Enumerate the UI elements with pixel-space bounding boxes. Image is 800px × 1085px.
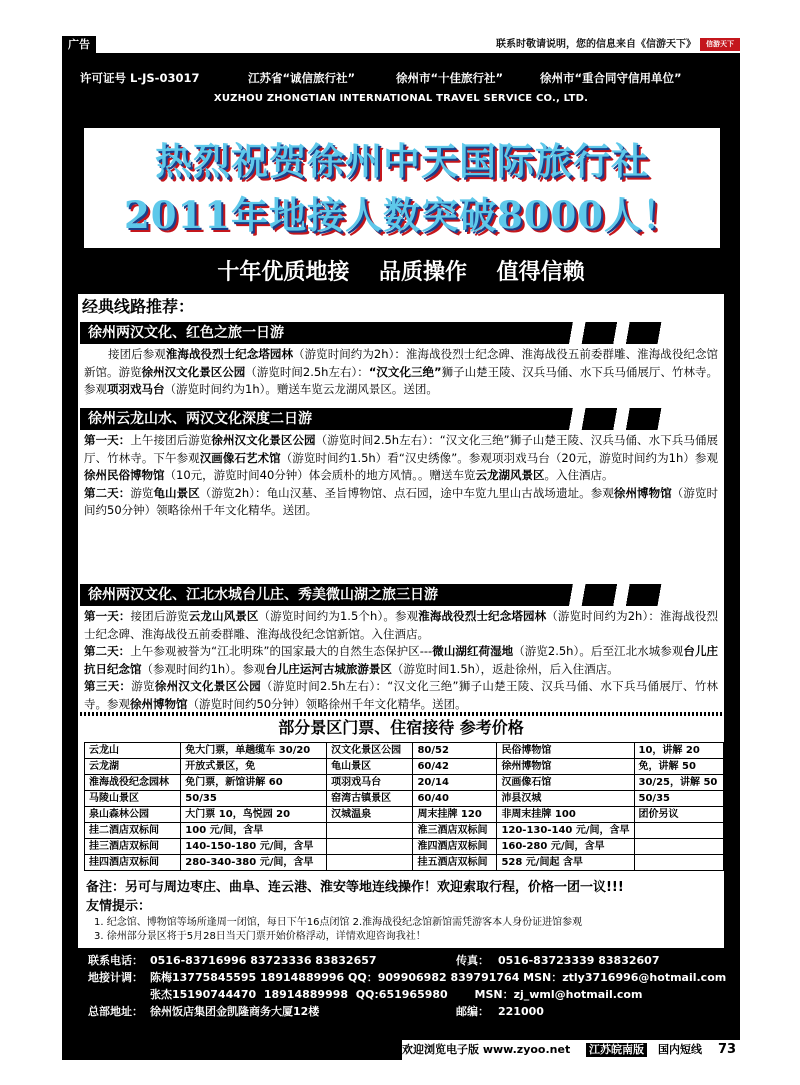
banner-line-1: 热烈祝贺徐州中天国际旅行社 bbox=[155, 139, 649, 183]
price-cell: 泉山森林公园 bbox=[85, 807, 181, 823]
phone-line: 联系电话： 0516-83716996 83723336 83832657 传真： 0516-83723339 83832607 bbox=[88, 954, 660, 967]
route-title-2: 徐州云龙山水、两汉文化深度二日游 bbox=[80, 408, 708, 430]
price-cell: 20/14 bbox=[413, 775, 497, 791]
price-cell: 80/52 bbox=[413, 743, 497, 759]
source-note: 联系时敬请说明，您的信息来自《信游天下》 bbox=[496, 39, 696, 50]
price-cell: 沛县汉城 bbox=[497, 791, 634, 807]
price-cell: 项羽戏马台 bbox=[327, 775, 413, 791]
page-number: 73 bbox=[718, 1042, 737, 1057]
honor-2: 徐州市“十佳旅行社” bbox=[396, 71, 504, 85]
honor-1: 江苏省“诚信旅行社” bbox=[248, 71, 356, 85]
price-cell: 160-280 元/间，含早 bbox=[497, 839, 634, 855]
price-row bbox=[85, 855, 724, 871]
price-cell: 免大门票，单趟缆车 30/20 bbox=[181, 743, 327, 759]
price-cell bbox=[327, 823, 413, 839]
price-cell: 10，讲解 20 bbox=[634, 743, 724, 759]
price-cell: 免门票，新馆讲解 60 bbox=[181, 775, 327, 791]
price-cell: 淮三酒店双标间 bbox=[413, 823, 497, 839]
price-cell bbox=[634, 839, 724, 855]
price-cell bbox=[634, 823, 724, 839]
price-cell: 60/42 bbox=[413, 759, 497, 775]
price-cell: 周末挂牌 120 bbox=[413, 807, 497, 823]
price-section bbox=[78, 716, 724, 876]
tips-title: 友情提示： bbox=[86, 899, 152, 914]
tip-1: 1. 纪念馆、博物馆等场所逢周一闭馆，每日下午16点闭馆 2.淮海战役纪念馆新馆需凭游客本人身份证进馆参观 bbox=[94, 917, 583, 928]
congrats-banner bbox=[84, 128, 720, 248]
price-cell: 云龙湖 bbox=[85, 759, 181, 775]
price-cell: 淮四酒店双标间 bbox=[413, 839, 497, 855]
planner-line-2: 张杰15190744470 18914889998 QQ:651965980 MSN：zj_wml@hotmail.com bbox=[150, 988, 643, 1001]
price-cell: 汉画像石馆 bbox=[497, 775, 634, 791]
price-row bbox=[85, 839, 724, 855]
price-cell: 开放式景区，免 bbox=[181, 759, 327, 775]
price-cell: 挂二酒店双标间 bbox=[85, 823, 181, 839]
price-cell: 大门票 10，鸟悦园 20 bbox=[181, 807, 327, 823]
route-2-text: 第一天：上午接团后游览徐州汉文化景区公园（游览时间2.5h左右）：“汉文化三绝”狮子山楚王陵、汉兵马俑、水下兵马俑展厅、竹林寺。下午参观汉画像石艺术馆（游览时间约1.5h）看“汉史绣像”。参观项羽戏马台（20元，游览时间约为1h）参观徐州民俗博物馆（10元，游览时间40分钟）体会质朴的地方风情。。赠送车览云龙湖风景区。入住酒店。 第二天：游览龟山景区（游览2h）：龟山汉墓、圣旨博物馆、点石园，途中车览九里山古战场遗址。参观徐州博物馆（游览时间约50分钟）领略徐州千年文化精华。送团。 bbox=[84, 433, 719, 518]
price-cell: 挂五酒店双标间 bbox=[413, 855, 497, 871]
price-cell: 淮海战役纪念园林 bbox=[85, 775, 181, 791]
price-row bbox=[85, 743, 724, 759]
price-row bbox=[85, 791, 724, 807]
banner-text bbox=[84, 134, 720, 242]
price-cell: 团价另议 bbox=[634, 807, 724, 823]
price-cell: 挂四酒店双标间 bbox=[85, 855, 181, 871]
price-cell: 窑湾古镇景区 bbox=[327, 791, 413, 807]
price-cell: 免，讲解 50 bbox=[634, 759, 724, 775]
edition-tag: 江苏皖南版 bbox=[586, 1043, 647, 1057]
honor-3: 徐州市“重合同守信用单位” bbox=[540, 71, 682, 85]
price-cell bbox=[327, 839, 413, 855]
price-row bbox=[85, 759, 724, 775]
top-bar bbox=[62, 36, 740, 54]
price-cell: 汉城温泉 bbox=[327, 807, 413, 823]
license-line bbox=[62, 68, 740, 88]
magazine-logo: 信游天下 bbox=[700, 38, 740, 51]
address-line: 总部地址： 徐州饭店集团金凯隆商务大厦12楼 邮编： 221000 bbox=[88, 1005, 544, 1018]
banner-line-2: 2011年地接人数突破8000人！ bbox=[124, 193, 680, 237]
price-title: 部分景区门票、住宿接待 参考价格 bbox=[278, 718, 524, 737]
price-row bbox=[85, 823, 724, 839]
price-cell: 100 元/间，含早 bbox=[181, 823, 327, 839]
license-number: 许可证号 L-JS-03017 bbox=[80, 71, 200, 85]
ad-tag: 广告 bbox=[62, 36, 96, 53]
price-cell: 龟山景区 bbox=[327, 759, 413, 775]
price-cell: 徐州博物馆 bbox=[497, 759, 634, 775]
price-cell: 60/40 bbox=[413, 791, 497, 807]
price-cell: 280-340-380 元/间，含早 bbox=[181, 855, 327, 871]
price-cell: 120-130-140 元/间，含早 bbox=[497, 823, 634, 839]
price-cell: 马陵山景区 bbox=[85, 791, 181, 807]
section-name: 国内短线 bbox=[658, 1043, 702, 1056]
planner-line-1: 地接计调： 陈梅13775845595 18914889996 QQ：909906982 839791764 MSN：ztly3716996@hotmail.com bbox=[88, 971, 727, 984]
tip-2: 3. 徐州部分景区将于5月28日当天门票开始价格浮动，详情欢迎咨询我社！ bbox=[94, 931, 426, 942]
contact-block bbox=[78, 952, 727, 1020]
advert-page bbox=[62, 36, 740, 1060]
price-cell: 50/35 bbox=[181, 791, 327, 807]
english-company-name: XUZHOU ZHONGTIAN INTERNATIONAL TRAVEL SERVICE CO., LTD. bbox=[62, 90, 740, 108]
price-row bbox=[85, 807, 724, 823]
route-1-text: 接团后参观淮海战役烈士纪念塔园林（游览时间约为2h）：淮海战役烈士纪念碑、淮海战役五前委群雕、淮海战役纪念馆新馆。游览徐州汉文化景区公园（游览时间2.5h左右）：“汉文化三绝”狮子山楚王陵、汉兵马俑、水下兵马俑展厅、竹林寺。参观项羽戏马台（游览时间约为1h）。赠送车览云龙湖风景区。送团。 bbox=[84, 347, 719, 397]
remark: 备注：另可与周边枣庄、曲阜、连云港、淮安等地连线操作！欢迎索取行程，价格一团一议!!! bbox=[78, 878, 724, 898]
price-cell: 140-150-180 元/间，含早 bbox=[181, 839, 327, 855]
slogan: 十年优质地接 品质操作 值得信赖 bbox=[217, 260, 585, 285]
price-cell: 云龙山 bbox=[85, 743, 181, 759]
price-cell: 汉文化景区公园 bbox=[327, 743, 413, 759]
price-cell: 50/35 bbox=[634, 791, 724, 807]
price-cell: 30/25，讲解 50 bbox=[634, 775, 724, 791]
recommend-title: 经典线路推荐： bbox=[82, 297, 195, 316]
price-cell: 528 元/间起 含早 bbox=[497, 855, 634, 871]
tips-box bbox=[78, 898, 724, 948]
route-title-1: 徐州两汉文化、红色之旅一日游 bbox=[80, 322, 708, 344]
bottom-bar bbox=[402, 1040, 740, 1060]
price-cell: 挂三酒店双标间 bbox=[85, 839, 181, 855]
route-3-text: 第一天：接团后游览云龙山风景区（游览时间约为1.5个h）。参观淮海战役烈士纪念塔园林（游览时间约为2h）：淮海战役烈士纪念碑、淮海战役五前委群雕、淮海战役纪念馆新馆。入住酒店。 第二天：上午参观被誉为“江北明珠”的国家最大的自然生态保护区---微山湖红荷湿地（游览2.5h）。后至江北水城参观台儿庄抗日纪念馆（参观时间约1h）。参观台儿庄运河古城旅游景区（游览时间1.5h），返赴徐州，后入住酒店。 第三天：游览徐州汉文化景区公园（游览时间2.5h左右）：“汉文化三绝”狮子山楚王陵、汉兵马俑、水下兵马俑展厅、竹林寺。参观徐州博物馆（游览时间约50分钟）领略徐州千年文化精华。送团。 bbox=[84, 609, 719, 711]
price-table bbox=[84, 742, 724, 871]
price-cell: 民俗博物馆 bbox=[497, 743, 634, 759]
price-cell bbox=[634, 855, 724, 871]
route-title-3: 徐州两汉文化、江北水城台儿庄、秀美微山湖之旅三日游 bbox=[80, 584, 708, 606]
price-cell: 非周末挂牌 100 bbox=[497, 807, 634, 823]
visit-link[interactable]: 欢迎浏览电子版 www.zyoo.net bbox=[402, 1043, 571, 1056]
price-row bbox=[85, 775, 724, 791]
price-cell bbox=[327, 855, 413, 871]
